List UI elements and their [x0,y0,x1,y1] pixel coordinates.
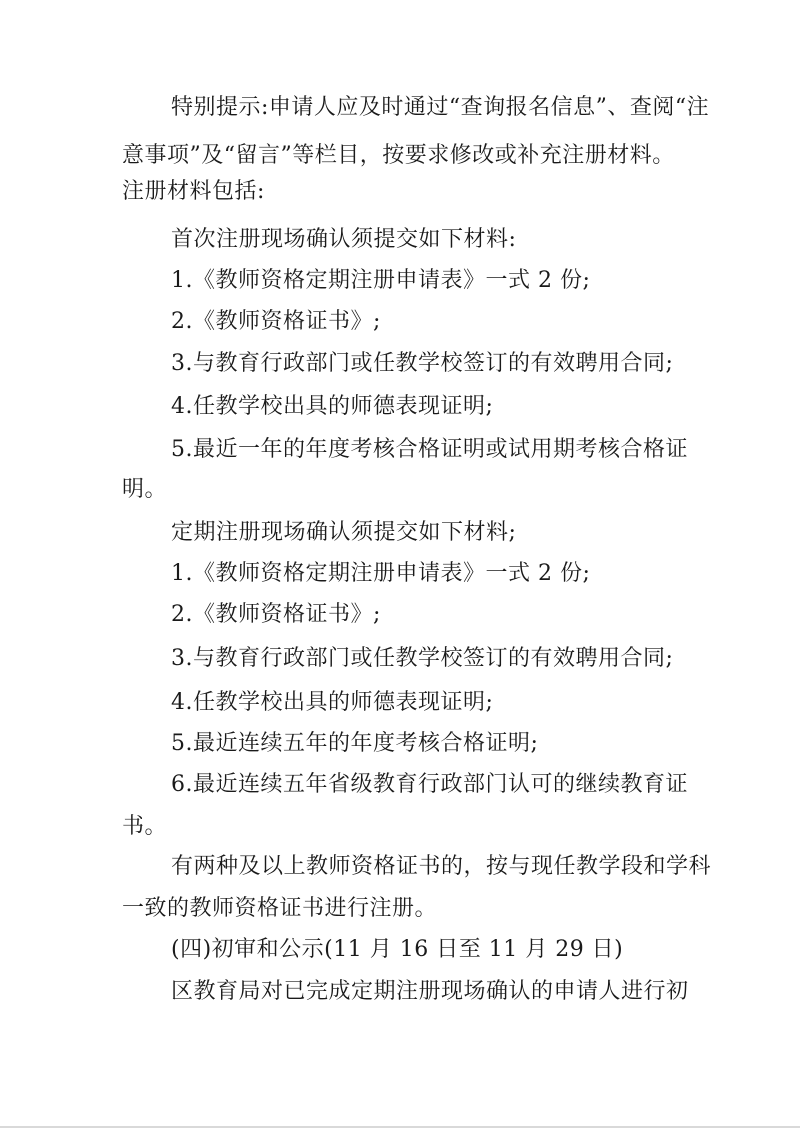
periodic-registration-heading: 定期注册现场确认须提交如下材料; [171,520,517,545]
multiple-certificates-note-cont: 一致的教师资格证书进行注册。 [122,896,438,921]
special-notice-line-1: 特别提示:申请人应及时通过“查询报名信息”、查阅“注 [171,95,710,120]
first-registration-item-5-cont: 明。 [122,477,168,502]
section-four-body: 区教育局对已完成定期注册现场确认的申请人进行初 [171,979,689,1004]
periodic-registration-item-4: 4.任教学校出具的师德表现证明; [171,690,494,715]
bottom-scan-edge [0,1126,800,1128]
periodic-registration-item-2: 2.《教师资格证书》; [171,602,381,627]
special-notice-line-2: 意事项”及“留言”等栏目，按要求修改或补充注册材料。 [122,143,675,168]
first-registration-item-1: 1.《教师资格定期注册申请表》一式 2 份; [171,268,591,293]
first-registration-heading: 首次注册现场确认须提交如下材料: [171,227,517,252]
first-registration-item-3: 3.与教育行政部门或任教学校签订的有效聘用合同; [171,351,674,376]
periodic-registration-item-6-cont: 书。 [122,814,168,839]
multiple-certificates-note: 有两种及以上教师资格证书的，按与现任教学段和学科 [171,854,712,879]
section-four-heading: (四)初审和公示(11 月 16 日至 11 月 29 日) [171,937,624,962]
periodic-registration-item-3: 3.与教育行政部门或任教学校签订的有效聘用合同; [171,646,674,671]
first-registration-item-5: 5.最近一年的年度考核合格证明或试用期考核合格证 [171,437,688,462]
first-registration-item-2: 2.《教师资格证书》; [171,309,381,334]
materials-intro: 注册材料包括: [122,179,265,204]
first-registration-item-4: 4.任教学校出具的师德表现证明; [171,394,494,419]
periodic-registration-item-6: 6.最近连续五年省级教育行政部门认可的继续教育证 [171,772,688,797]
periodic-registration-item-1: 1.《教师资格定期注册申请表》一式 2 份; [171,561,591,586]
periodic-registration-item-5: 5.最近连续五年的年度考核合格证明; [171,731,539,756]
